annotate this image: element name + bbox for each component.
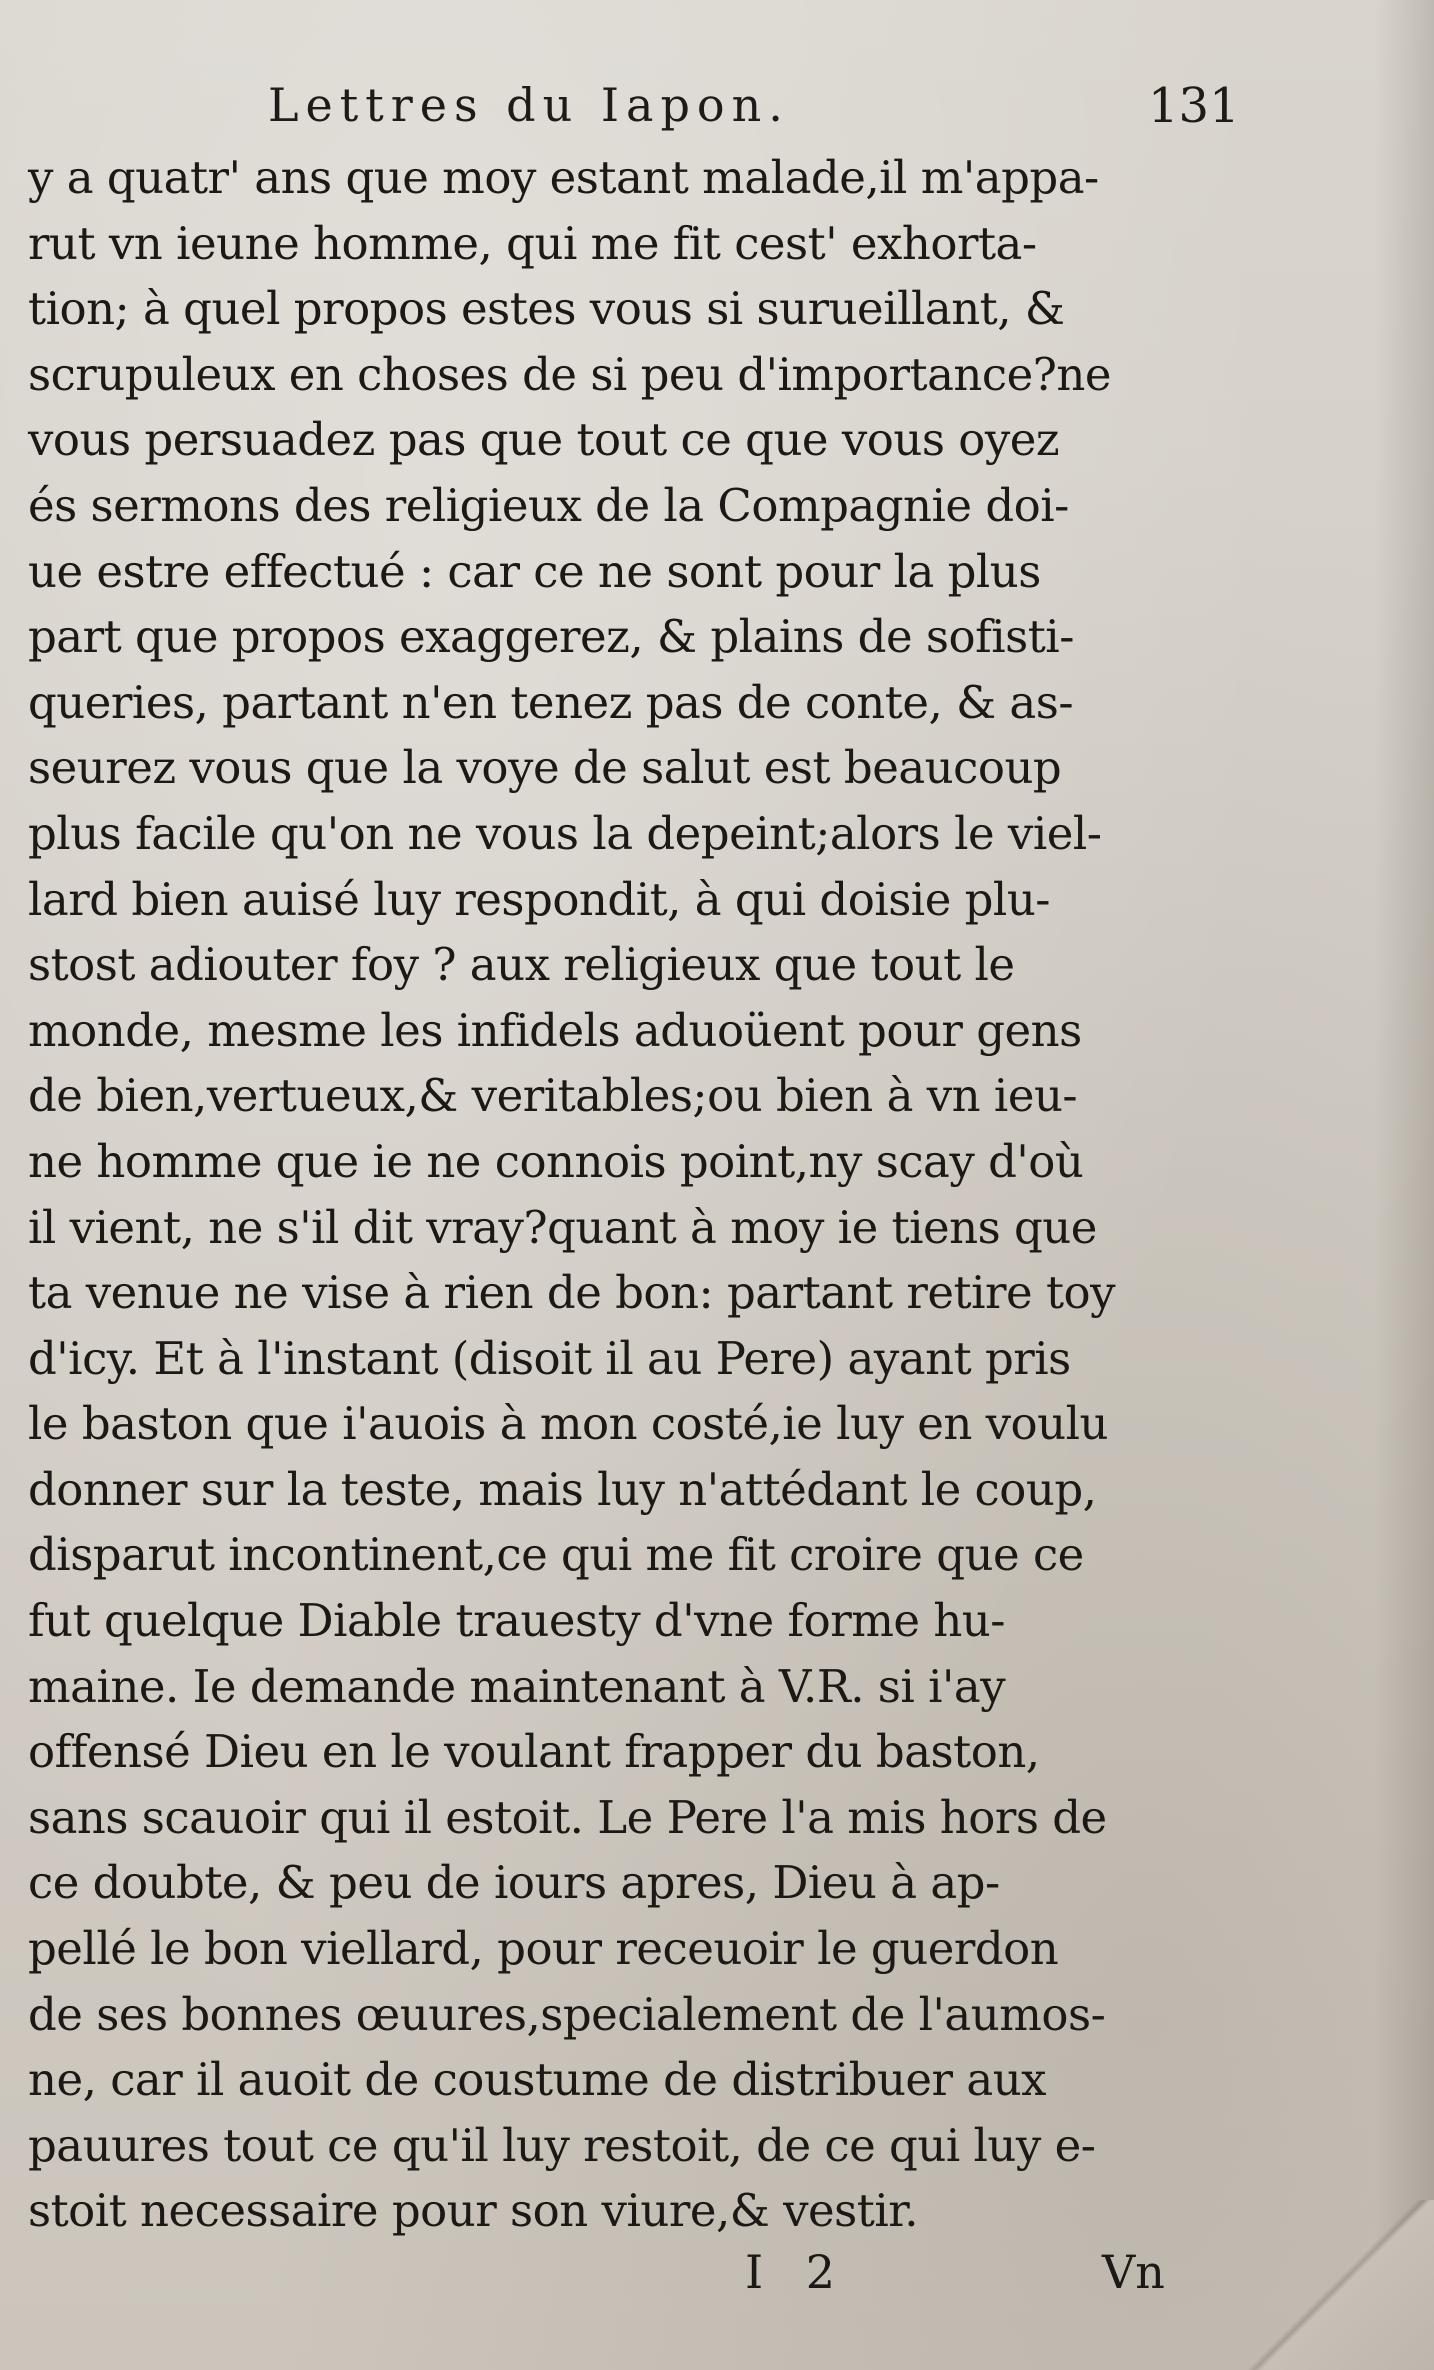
signature-mark: I 2	[745, 2245, 850, 2299]
text-line: lard bien auisé luy respondit, à qui doisie plu-	[28, 872, 1051, 926]
text-line: vous persuadez pas que tout ce que vous oyez	[28, 413, 1060, 467]
text-line: queries, partant n'en tenez pas de conte, & as-	[28, 675, 1074, 729]
text-line: ta venue ne vise à rien de bon: partant retire toy	[28, 1266, 1116, 1320]
page-number: 131	[1148, 78, 1240, 134]
text-line: il vient, ne s'il dit vray?quant à moy ie tiens que	[28, 1200, 1097, 1254]
text-line: plus facile qu'on ne vous la depeint;alors le viel-	[28, 806, 1102, 860]
text-line: disparut incontinent,ce qui me fit croire que ce	[28, 1528, 1084, 1582]
text-line: de bien,vertueux,& veritables;ou bien à vn ieu-	[28, 1069, 1078, 1123]
text-line: ue estre effectué : car ce ne sont pour la plus	[28, 544, 1041, 598]
text-line: fut quelque Diable trauesty d'vne forme hu-	[28, 1594, 1005, 1648]
text-line: offensé Dieu en le voulant frapper du baston,	[28, 1725, 1040, 1779]
text-line: és sermons des religieux de la Compagnie doi-	[28, 478, 1069, 532]
text-line: rut vn ieune homme, qui me fit cest' exhorta-	[28, 216, 1037, 270]
text-line: part que propos exaggerez, & plains de sofisti-	[28, 610, 1074, 664]
text-line: pellé le bon viellard, pour receuoir le guerdon	[28, 1922, 1059, 1976]
text-line: tion; à quel propos estes vous si surueillant, &	[28, 282, 1065, 336]
text-line: ne, car il auoit de coustume de distribuer aux	[28, 2053, 1047, 2107]
text-line: stost adiouter foy ? aux religieux que tout le	[28, 938, 1015, 992]
page-edge-shadow	[1374, 0, 1434, 2370]
running-head: Lettres du Iapon.	[268, 78, 790, 132]
text-line: pauures tout ce qu'il luy restoit, de ce qui luy e-	[28, 2118, 1096, 2172]
text-line: ne homme que ie ne connois point,ny scay d'où	[28, 1134, 1084, 1188]
text-line: de ses bonnes œuures,specialement de l'aumos-	[28, 1987, 1106, 2041]
text-line: y a quatr' ans que moy estant malade,il m'appa-	[28, 151, 1099, 204]
text-line: le baston que i'auois à mon costé,ie luy en voulu	[28, 1397, 1108, 1451]
text-line: maine. Ie demande maintenant à V.R. si i'ay	[28, 1659, 1006, 1713]
text-line: seurez vous que la voye de salut est beaucoup	[28, 741, 1062, 795]
text-line: donner sur la teste, mais luy n'attédant le coup,	[28, 1462, 1097, 1516]
text-line: scrupuleux en choses de si peu d'importance?ne	[28, 347, 1111, 401]
page-header	[0, 78, 1434, 148]
text-line: monde, mesme les infidels aduoüent pour gens	[28, 1003, 1082, 1057]
text-line: sans scauoir qui il estoit. Le Pere l'a mis hors de	[28, 1790, 1107, 1844]
body-text	[28, 145, 1228, 2244]
text-line: stoit necessaire pour son viure,& vestir.	[28, 2184, 919, 2238]
page-footer	[0, 2245, 1434, 2315]
text-line: ce doubte, & peu de iours apres, Dieu à ap-	[28, 1856, 1000, 1910]
catchword: Vn	[1102, 2245, 1165, 2299]
text-line: d'icy. Et à l'instant (disoit il au Pere) ayant pris	[28, 1331, 1071, 1385]
